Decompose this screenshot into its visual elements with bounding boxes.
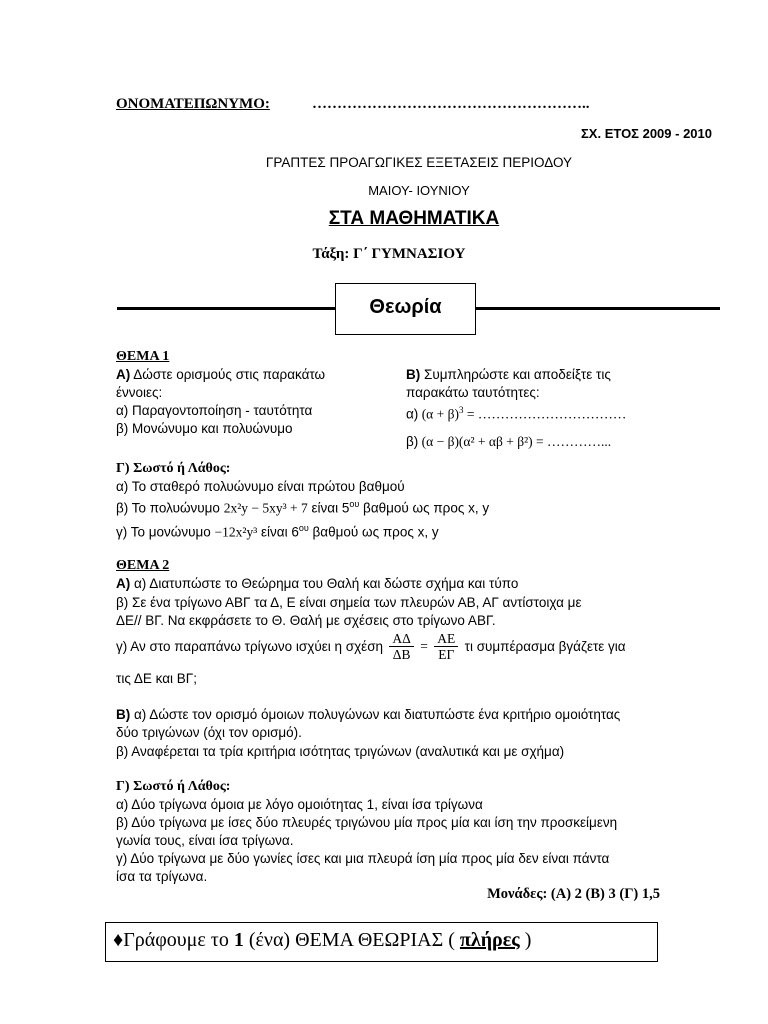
thema2-C-title: Γ) Σωστό ή Λάθος: [116, 779, 231, 794]
thema2-B-a1 [116, 707, 620, 722]
thema1-A-b: β) Μονώνυμο και πολυώνυμο [116, 421, 293, 436]
thema2-C-c1: γ) Δύο τρίγωνα με δύο γωνίες ίσες και μια πλευρά ίση μία προς μία δεν είναι πάντα [116, 851, 610, 866]
thema1-C-b-post2: βαθμού ως προς x, y [359, 500, 490, 516]
fraction-AE-EG-den: ΕΓ [438, 647, 455, 662]
footer-text-end: ) [519, 929, 532, 951]
name-dots: ……………………………………………….. [312, 96, 590, 112]
subject-title: ΣΤΑ ΜΑΘΗΜΑΤΙΚΑ [328, 208, 500, 229]
thema2-A-c [116, 631, 626, 662]
thema1-B-a-expr: (α + β) [421, 406, 459, 422]
thema2-B-a1-text: α) Δώστε τον ορισμό όμοιων πολυγώνων και διατυπώστε ένα κριτήριο ομοιότητας [130, 707, 621, 722]
thema2-C-b2: γωνία τους, είναι ίσα τρίγωνα. [116, 833, 294, 848]
thema1-title: ΘΕΜΑ 1 [116, 349, 170, 364]
diamond-bullet-icon: ♦ [113, 929, 124, 951]
thema1-C-b-sup: ου [349, 499, 360, 509]
fraction-equals: = [420, 638, 428, 654]
divider-left [117, 307, 336, 310]
thema1-C-b-expr: 2x²y − 5xy³ + 7 [223, 500, 308, 516]
thema2-A-c-pre: γ) Αν στο παραπάνω τρίγωνο ισχύει η σχέση [116, 639, 384, 654]
footer-text-full: πλήρες [459, 929, 520, 951]
thema1-B-line1 [406, 367, 611, 382]
thema1-C-b-post1: είναι 5 [307, 500, 350, 516]
thema1-B-a-prefix: α) [406, 406, 419, 422]
thema1-B-line2: παρακάτω ταυτότητες: [406, 385, 540, 400]
thema1-C-c-sup: ου [298, 523, 309, 533]
section-title: Θεωρία [369, 296, 442, 318]
thema2-A-c-post: τι συμπέρασμα βγάζετε για [464, 639, 626, 654]
thema1-B-a [406, 405, 626, 423]
footer-text-one: 1 [233, 929, 244, 951]
thema2-C-a: α) Δύο τρίγωνα όμοια με λόγο ομοιότητας 1, είναι ίσα τρίγωνα [116, 797, 483, 812]
fraction-AE-EG [434, 631, 458, 662]
thema2-A-b2: ΔΕ// ΒΓ. Να εκφράσετε το Θ. Θαλή με σχέσεις στο τρίγωνο ΑΒΓ. [116, 613, 496, 628]
thema2-C-b1: β) Δύο τρίγωνα με ίσες δύο πλευρές τριγώνου μία προς μία και ίση την προσκείμενη [116, 815, 618, 830]
fraction-AD-DB [389, 631, 413, 662]
thema1-C-a: α) Το σταθερό πολυώνυμο είναι πρώτου βαθμού [116, 479, 405, 494]
divider-right [475, 307, 720, 310]
thema1-C-c-expr: −12x²y³ [214, 524, 258, 540]
thema1-B-b-prefix: β) [406, 434, 419, 449]
footer-text-mid: (ένα) ΘΕΜΑ ΘΕΩΡΙΑΣ ( [243, 929, 460, 951]
thema1-B-b-dots: = …………... [532, 434, 612, 449]
thema1-B-label: Β) [406, 367, 421, 382]
thema1-A-line2: έννοιες: [116, 385, 163, 400]
thema2-A-label: Α) [116, 576, 131, 591]
thema1-B-a-exp: 3 [458, 405, 464, 415]
thema1-A-line1 [116, 367, 325, 382]
fraction-AD-DB-num: ΑΔ [389, 631, 413, 647]
fraction-AE-EG-num: ΑΕ [434, 631, 458, 647]
thema1-C-title: Γ) Σωστό ή Λάθος: [116, 461, 231, 476]
thema2-A-a [116, 576, 518, 591]
fraction-AD-DB-den: ΔΒ [392, 647, 411, 662]
school-year: ΣΧ. ΕΤΟΣ 2009 - 2010 [581, 126, 712, 141]
thema2-A-c-line2: τις ΔΕ και ΒΓ; [116, 671, 197, 686]
thema1-C-b-pre: β) Το πολυώνυμο [116, 500, 224, 516]
thema1-C-c [116, 523, 439, 541]
exam-period: ΜΑΙΟΥ- ΙΟΥΝΙΟΥ [368, 183, 470, 198]
footer-note [113, 929, 531, 952]
thema1-B-a-dots: = …………………………… [463, 406, 627, 422]
thema2-A-a-text: α) Διατυπώστε το Θεώρημα του Θαλή και δώστε σχήμα και τύπο [130, 576, 519, 591]
thema2-C-c2: ίσα τα τρίγωνα. [116, 869, 208, 884]
thema1-A-label: Α) [116, 367, 131, 382]
thema1-B-text: Συμπληρώστε και αποδείξτε τις [420, 367, 611, 382]
class-label: Τάξη: Γ΄ ΓΥΜΝΑΣΙΟΥ [312, 246, 466, 262]
thema1-C-c-pre: γ) Το μονώνυμο [116, 524, 215, 540]
exam-title: ΓΡΑΠΤΕΣ ΠΡΟΑΓΩΓΙΚΕΣ ΕΞΕΤΑΣΕΙΣ ΠΕΡΙΟΔΟΥ [265, 155, 573, 170]
thema2-A-b1: β) Σε ένα τρίγωνο ΑΒΓ τα Δ, Ε είναι σημεία των πλευρών ΑΒ, ΑΓ αντίστοιχα με [116, 595, 582, 610]
thema2-title: ΘΕΜΑ 2 [116, 558, 170, 573]
thema1-C-b [116, 499, 489, 517]
thema2-B-b: β) Αναφέρεται τα τρία κριτήρια ισότητας τριγώνων (αναλυτικά και με σχήμα) [116, 744, 565, 759]
thema2-B-a2: δύο τριγώνων (όχι τον ορισμό). [116, 725, 302, 740]
thema1-B-b-expr: (α − β)(α² + αβ + β²) [421, 434, 533, 449]
thema1-B-b [406, 434, 611, 450]
thema1-C-c-post2: βαθμού ως προς x, y [308, 524, 439, 540]
footer-text-pre: Γράφουμε το [123, 929, 234, 951]
thema1-C-c-post1: είναι 6 [257, 524, 299, 540]
units-line: Μονάδες: (Α) 2 (Β) 3 (Γ) 1,5 [487, 886, 660, 902]
name-label: ΟΝΟΜΑΤΕΠΩΝΥΜΟ: [116, 96, 270, 112]
thema1-A-text: Δώστε ορισμούς στις παρακάτω [130, 367, 326, 382]
thema2-B-label: Β) [116, 707, 131, 722]
thema1-A-a: α) Παραγοντοποίηση - ταυτότητα [116, 403, 313, 418]
